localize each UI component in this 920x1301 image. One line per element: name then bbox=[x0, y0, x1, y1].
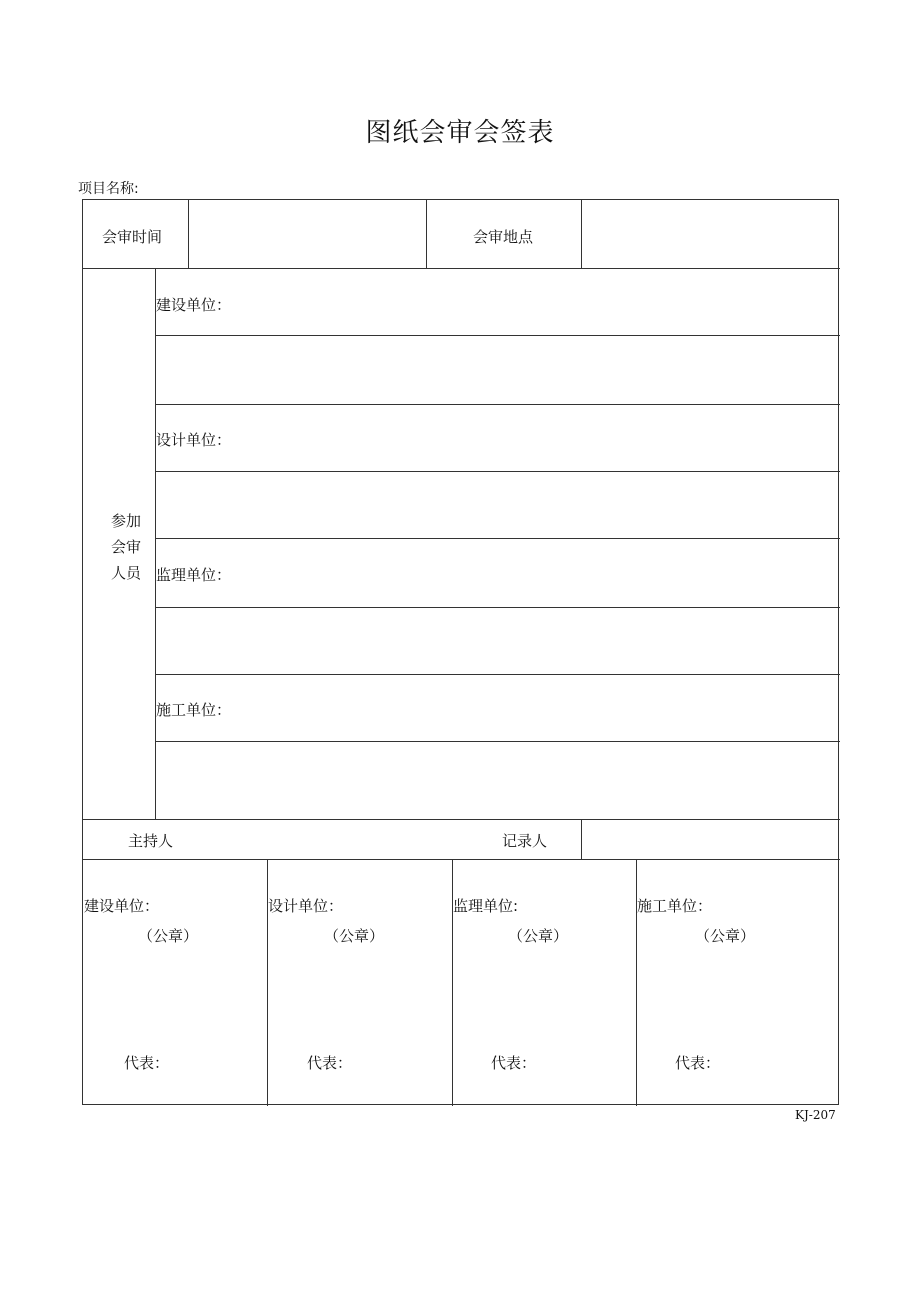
divider-contractor-blank bbox=[155, 741, 840, 742]
divider-design-row bbox=[155, 404, 840, 405]
recorder-label: 记录人 bbox=[502, 832, 548, 850]
divider-header-bottom bbox=[83, 268, 840, 269]
signature-contractor-seal: （公章） bbox=[695, 927, 756, 945]
form-code: KJ-207 bbox=[795, 1108, 836, 1122]
recorder-value[interactable] bbox=[586, 822, 836, 856]
divider-supervision-blank bbox=[155, 607, 840, 608]
signature-design-seal: （公章） bbox=[324, 927, 385, 945]
signature-construction-rep: 代表： bbox=[124, 1054, 170, 1072]
divider-construction-row bbox=[155, 335, 840, 336]
divider-place-label bbox=[426, 200, 427, 268]
signature-contractor-rep: 代表： bbox=[675, 1054, 721, 1072]
divider-participants-bottom bbox=[83, 819, 840, 820]
contractor-unit-label: 施工单位： bbox=[156, 701, 232, 719]
divider-supervision-row bbox=[155, 538, 840, 539]
participants-label-line: 参加 bbox=[110, 512, 141, 530]
page-title: 图纸会审会签表 bbox=[365, 118, 555, 148]
review-signoff-form bbox=[82, 199, 839, 1105]
divider-participants-label bbox=[155, 268, 156, 819]
construction-unit-label: 建设单位： bbox=[156, 296, 232, 314]
signature-contractor-unit: 施工单位： bbox=[637, 897, 713, 915]
divider-contractor-row bbox=[155, 674, 840, 675]
divider-recorder-value bbox=[581, 819, 582, 859]
signature-construction-seal: （公章） bbox=[138, 927, 199, 945]
participants-label-line: 会审 bbox=[110, 538, 141, 556]
project-name-label: 项目名称: bbox=[78, 181, 139, 197]
signature-design-unit: 设计单位： bbox=[268, 897, 344, 915]
signature-supervision-rep: 代表： bbox=[491, 1054, 537, 1072]
review-place-value[interactable] bbox=[586, 200, 836, 268]
participants-label-line: 人员 bbox=[110, 564, 141, 582]
signature-supervision-unit: 监理单位: bbox=[453, 897, 519, 915]
supervision-unit-label: 监理单位： bbox=[156, 566, 232, 584]
host-label: 主持人 bbox=[128, 832, 174, 850]
design-unit-label: 设计单位： bbox=[156, 431, 232, 449]
review-place-label: 会审地点 bbox=[473, 228, 534, 246]
divider-design-blank bbox=[155, 471, 840, 472]
signature-supervision-seal: （公章） bbox=[508, 927, 569, 945]
signature-design-rep: 代表： bbox=[307, 1054, 353, 1072]
divider-place-value bbox=[581, 200, 582, 268]
participants-label bbox=[101, 508, 151, 586]
review-time-value[interactable] bbox=[193, 200, 423, 268]
divider-host-bottom bbox=[83, 859, 840, 860]
signature-construction-unit: 建设单位： bbox=[84, 897, 160, 915]
divider-time-value bbox=[188, 200, 189, 268]
review-time-label: 会审时间 bbox=[102, 228, 163, 246]
